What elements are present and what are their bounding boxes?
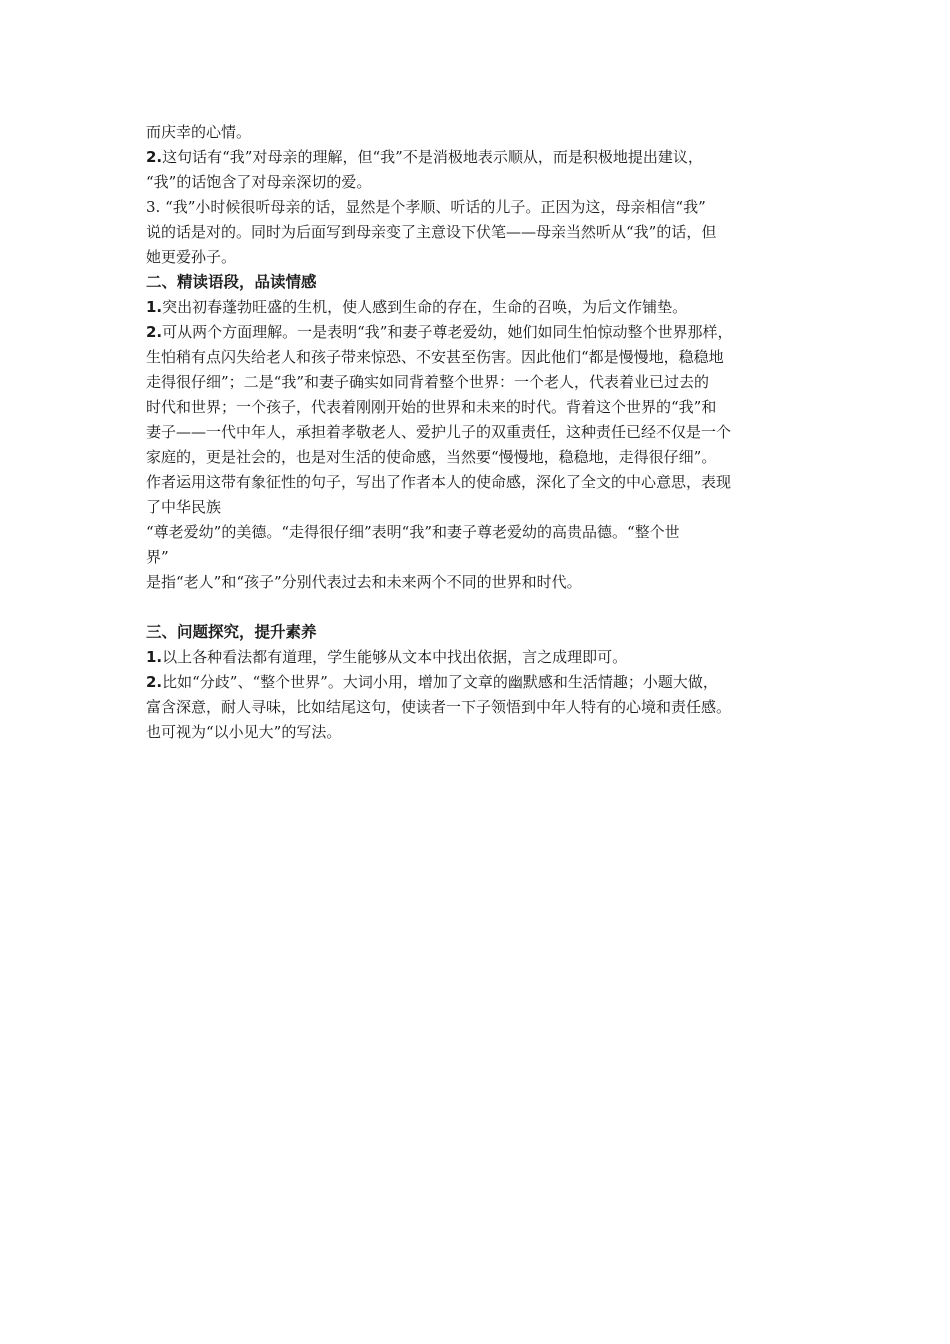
paragraph-line: 是指“老人”和“孩子”分别代表过去和未来两个不同的世界和时代。 bbox=[146, 573, 582, 591]
item-number: 2. bbox=[146, 323, 163, 341]
item-number: 3. bbox=[146, 198, 161, 216]
answer-item-1-line-1 bbox=[146, 645, 814, 670]
paragraph-line: 生怕稍有点闪失给老人和孩子带来惊恐、不安甚至伤害。因此他们“都是慢慢地，稳稳地 bbox=[146, 348, 724, 366]
paragraph-line: 她更爱孙子。 bbox=[146, 248, 237, 266]
blank-line bbox=[146, 595, 814, 620]
paragraph-line: 了中华民族 bbox=[146, 498, 222, 516]
answer-item-2-line-1 bbox=[146, 320, 814, 345]
paragraph-line: 妻子——一代中年人，承担着孝敬老人、爱护儿子的双重责任，这种责任已经不仅是一个 bbox=[146, 423, 732, 441]
item-number: 1. bbox=[146, 298, 163, 316]
paragraph-line: 富含深意，耐人寻味，比如结尾这句，使读者一下子领悟到中年人特有的心境和责任感。 bbox=[146, 698, 732, 716]
section-heading: 三、问题探究，提升素养 bbox=[146, 623, 317, 641]
paragraph-line: “尊老爱幼”的美德。“走得很仔细”表明“我”和妻子尊老爱幼的高贵品德。“整个世 bbox=[146, 523, 680, 541]
item-number: 1. bbox=[146, 648, 163, 666]
paragraph-line: 时代和世界；一个孩子，代表着刚刚开始的世界和未来的时代。背着这个世界的“我”和 bbox=[146, 398, 717, 416]
answer-item-2-line-1 bbox=[146, 145, 814, 170]
paragraph-line: 也可视为“以小见大”的写法。 bbox=[146, 723, 342, 741]
item-text: 这句话有“我”对母亲的理解，但“我”不是消极地表示顺从，而是积极地提出建议， bbox=[162, 148, 703, 166]
item-number: 2. bbox=[146, 673, 163, 691]
answer-item-1-line-1 bbox=[146, 295, 814, 320]
section-heading: 二、精读语段，品读情感 bbox=[146, 273, 317, 291]
item-text: 以上各种看法都有道理，学生能够从文本中找出依据，言之成理即可。 bbox=[162, 648, 628, 666]
paragraph-line: 作者运用这带有象征性的句子，写出了作者本人的使命感，深化了全文的中心意思，表现 bbox=[146, 473, 732, 491]
paragraph-line: 走得很仔细”；二是“我”和妻子确实如同背着整个世界：一个老人，代表着业已过去的 bbox=[146, 373, 710, 391]
paragraph-line: 家庭的，更是社会的，也是对生活的使命感，当然要“慢慢地，稳稳地，走得很仔细”。 bbox=[146, 448, 717, 466]
item-number: 2. bbox=[146, 148, 163, 166]
paragraph-line: “我”的话饱含了对母亲深切的爱。 bbox=[146, 173, 372, 191]
item-text: 比如“分歧”、“整个世界”。大词小用，增加了文章的幽默感和生活情趣；小题大做， bbox=[162, 673, 718, 691]
paragraph-line: 界” bbox=[146, 548, 169, 566]
document-page bbox=[146, 120, 814, 745]
answer-item-2-line-1 bbox=[146, 670, 814, 695]
answer-item-3-line-1 bbox=[146, 195, 814, 220]
paragraph-line: 而庆幸的心情。 bbox=[146, 123, 252, 141]
item-text: “我”小时候很听母亲的话，显然是个孝顺、听话的儿子。正因为这，母亲相信“我” bbox=[160, 198, 706, 216]
item-text: 可从两个方面理解。一是表明“我”和妻子尊老爱幼，她们如同生怕惊动整个世界那样， bbox=[162, 323, 733, 341]
paragraph-line: 说的话是对的。同时为后面写到母亲变了主意设下伏笔——母亲当然听从“我”的话，但 bbox=[146, 223, 717, 241]
item-text: 突出初春蓬勃旺盛的生机，使人感到生命的存在，生命的召唤，为后文作铺垫。 bbox=[162, 298, 688, 316]
